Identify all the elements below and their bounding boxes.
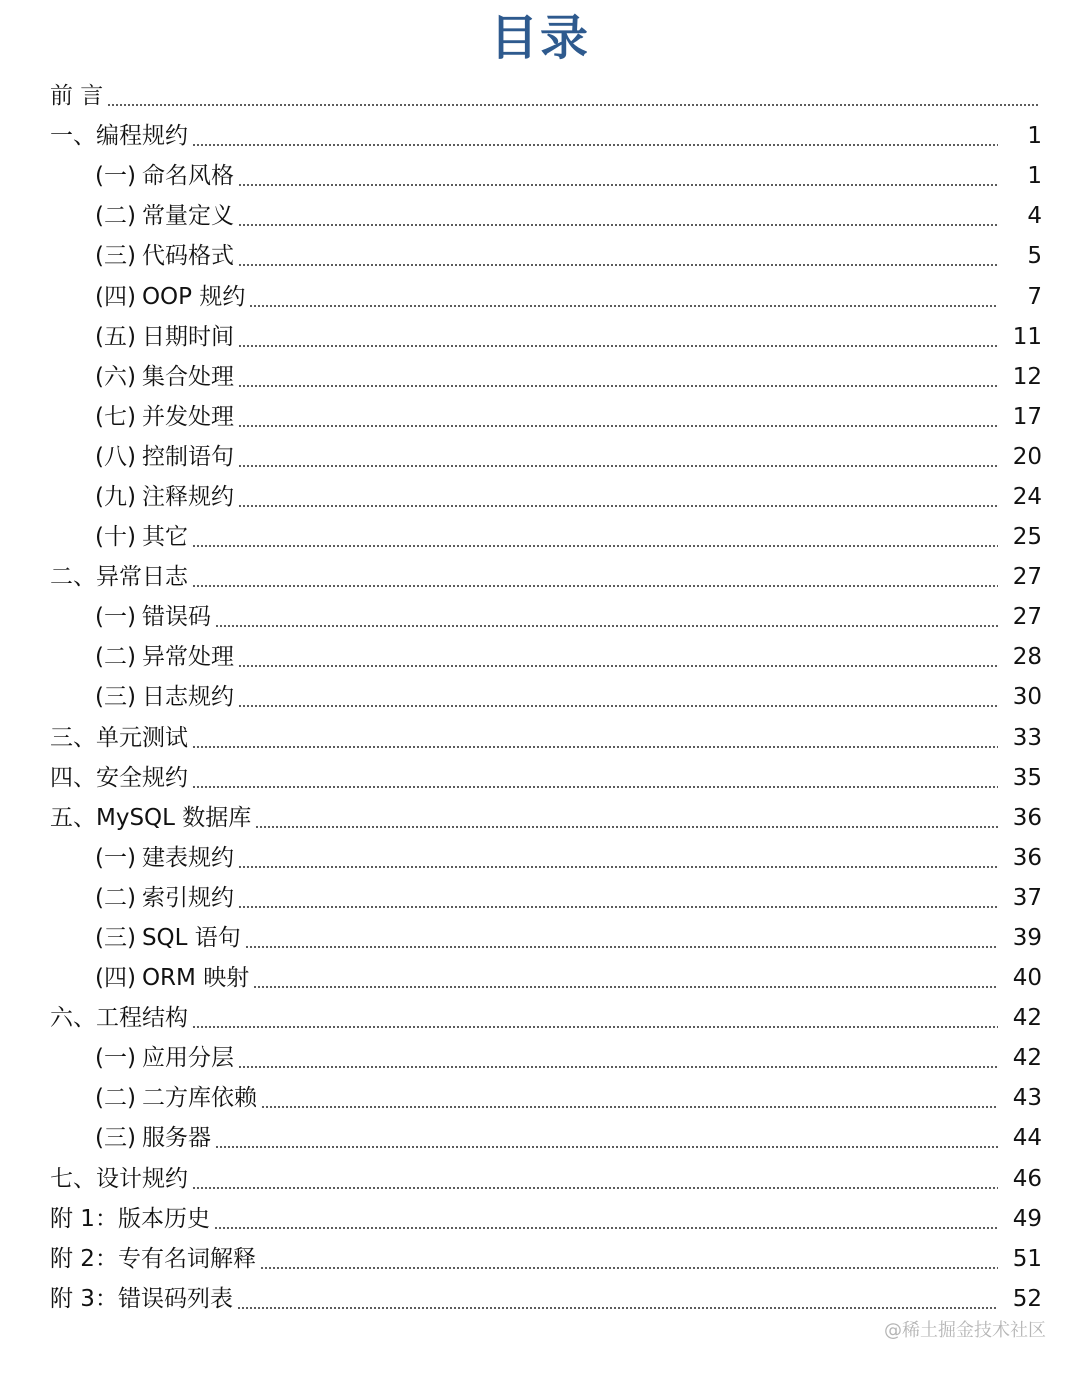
dot-leader <box>192 1026 998 1028</box>
toc-entry-label: 日期时间 <box>141 323 234 350</box>
toc-entry[interactable] <box>0 557 1080 597</box>
toc-entry-label: 异常处理 <box>141 644 234 671</box>
toc-entry-page-number: 12 <box>1012 363 1042 390</box>
toc-entry-label: 常量定义 <box>141 203 234 230</box>
toc-entry[interactable] <box>0 1279 1080 1319</box>
dot-leader <box>215 625 998 627</box>
dot-leader <box>238 345 998 347</box>
toc-entry-page-number: 20 <box>1012 443 1042 470</box>
toc-entry-label: 集合处理 <box>141 363 234 390</box>
dot-leader <box>238 264 998 266</box>
toc-entry[interactable] <box>0 116 1080 156</box>
toc-entry-number: (一) <box>95 604 136 631</box>
table-of-contents <box>0 76 1080 1319</box>
toc-entry[interactable] <box>0 1118 1080 1158</box>
toc-entry-label: 控制语句 <box>141 443 234 470</box>
toc-entry-number: (三) <box>95 243 136 270</box>
toc-entry-page-number: 36 <box>1012 804 1042 831</box>
toc-entry-page-number: 11 <box>1012 323 1042 350</box>
dot-leader <box>192 786 998 788</box>
toc-entry[interactable] <box>0 156 1080 196</box>
toc-entry-number: (二) <box>95 203 136 230</box>
toc-entry-label: 附 2：专有名词解释 <box>50 1245 256 1272</box>
toc-entry-number: (七) <box>95 403 136 430</box>
toc-entry-number: (六) <box>95 363 136 390</box>
toc-entry-label: 七、设计规约 <box>50 1165 188 1192</box>
dot-leader <box>253 986 998 988</box>
watermark: @稀土掘金技术社区 <box>884 1320 1046 1341</box>
toc-entry-label: 代码格式 <box>141 243 234 270</box>
toc-entry-page-number: 36 <box>1012 844 1042 871</box>
toc-entry-label: SQL 语句 <box>141 925 241 952</box>
dot-leader <box>192 746 998 748</box>
toc-entry[interactable] <box>0 677 1080 717</box>
toc-entry[interactable] <box>0 1078 1080 1118</box>
toc-entry[interactable] <box>0 718 1080 758</box>
dot-leader <box>192 545 998 547</box>
toc-entry-label: 五、MySQL 数据库 <box>50 804 252 831</box>
toc-entry[interactable] <box>0 477 1080 517</box>
toc-entry[interactable] <box>0 918 1080 958</box>
toc-entry-page-number: 51 <box>1012 1245 1042 1272</box>
toc-entry-page-number: 33 <box>1012 724 1042 751</box>
dot-leader <box>238 224 998 226</box>
toc-entry[interactable] <box>0 838 1080 878</box>
toc-entry-number: (九) <box>95 483 136 510</box>
toc-entry-page-number: 28 <box>1012 644 1042 671</box>
dot-leader <box>238 866 998 868</box>
dot-leader <box>238 705 998 707</box>
toc-entry[interactable] <box>0 798 1080 838</box>
toc-entry-label: 服务器 <box>141 1125 211 1152</box>
toc-entry-label: 六、工程结构 <box>50 1005 188 1032</box>
toc-entry-page-number: 42 <box>1012 1005 1042 1032</box>
dot-leader <box>245 946 998 948</box>
toc-entry-number: (一) <box>95 1045 136 1072</box>
toc-entry[interactable] <box>0 637 1080 677</box>
dot-leader <box>249 305 998 307</box>
dot-leader <box>238 665 998 667</box>
toc-entry-label: OOP 规约 <box>141 283 246 310</box>
toc-entry-number: (八) <box>95 443 136 470</box>
toc-entry[interactable] <box>0 276 1080 316</box>
dot-leader <box>215 1146 998 1148</box>
toc-entry-number: (五) <box>95 323 136 350</box>
toc-entry-number: (四) <box>95 283 136 310</box>
toc-entry[interactable] <box>0 236 1080 276</box>
toc-entry-label: 错误码 <box>141 604 211 631</box>
dot-leader <box>107 104 1038 106</box>
toc-entry[interactable] <box>0 517 1080 557</box>
toc-entry-label: 命名风格 <box>141 163 234 190</box>
toc-entry[interactable] <box>0 1239 1080 1279</box>
dot-leader <box>238 184 998 186</box>
toc-entry-page-number: 24 <box>1012 483 1042 510</box>
toc-entry[interactable] <box>0 397 1080 437</box>
toc-entry-number: (三) <box>95 1125 136 1152</box>
dot-leader <box>238 1066 998 1068</box>
toc-entry-page-number: 37 <box>1012 884 1042 911</box>
toc-entry-label: 一、编程规约 <box>50 123 188 150</box>
toc-entry-number: (十) <box>95 524 136 551</box>
toc-entry-number: (一) <box>95 844 136 871</box>
toc-entry[interactable] <box>0 1038 1080 1078</box>
toc-entry-page-number: 52 <box>1012 1285 1042 1312</box>
toc-entry-label: 附 1：版本历史 <box>50 1205 210 1232</box>
toc-entry-label: 附 3：错误码列表 <box>50 1285 233 1312</box>
toc-entry-page-number: 7 <box>1027 283 1042 310</box>
toc-entry-number: (二) <box>95 1085 136 1112</box>
dot-leader <box>238 505 998 507</box>
toc-entry[interactable] <box>0 597 1080 637</box>
toc-entry[interactable] <box>0 196 1080 236</box>
toc-entry[interactable] <box>0 357 1080 397</box>
toc-entry-page-number: 39 <box>1012 925 1042 952</box>
dot-leader <box>261 1106 998 1108</box>
toc-entry-number: (一) <box>95 163 136 190</box>
toc-entry-page-number: 5 <box>1027 243 1042 270</box>
toc-entry[interactable] <box>0 1159 1080 1199</box>
toc-entry-page-number: 49 <box>1012 1205 1042 1232</box>
toc-entry-number: (二) <box>95 884 136 911</box>
toc-entry[interactable] <box>0 76 1080 116</box>
dot-leader <box>238 906 998 908</box>
dot-leader <box>255 826 998 828</box>
toc-entry-label: 注释规约 <box>141 483 234 510</box>
toc-entry-number: (四) <box>95 965 136 992</box>
toc-entry-number: (二) <box>95 644 136 671</box>
toc-entry-page-number: 27 <box>1012 604 1042 631</box>
toc-entry-page-number: 1 <box>1027 123 1042 150</box>
toc-entry-page-number: 27 <box>1012 564 1042 591</box>
toc-entry-page-number: 42 <box>1012 1045 1042 1072</box>
dot-leader <box>238 465 998 467</box>
toc-entry-label: 二、异常日志 <box>50 564 188 591</box>
toc-entry-page-number: 30 <box>1012 684 1042 711</box>
toc-entry-page-number: 4 <box>1027 203 1042 230</box>
dot-leader <box>238 425 998 427</box>
toc-entry-page-number: 46 <box>1012 1165 1042 1192</box>
toc-entry-number: (三) <box>95 925 136 952</box>
toc-entry-label: 应用分层 <box>141 1045 234 1072</box>
toc-entry-label: ORM 映射 <box>141 965 250 992</box>
toc-entry[interactable] <box>0 758 1080 798</box>
toc-entry-page-number: 40 <box>1012 965 1042 992</box>
toc-entry[interactable] <box>0 958 1080 998</box>
toc-entry-label: 日志规约 <box>141 684 234 711</box>
dot-leader <box>192 585 998 587</box>
dot-leader <box>238 385 998 387</box>
dot-leader <box>214 1227 998 1229</box>
toc-entry-label: 前 言 <box>50 83 104 110</box>
toc-entry-label: 四、安全规约 <box>50 764 188 791</box>
toc-entry-page-number: 25 <box>1012 524 1042 551</box>
toc-entry-label: 其它 <box>141 524 188 551</box>
toc-entry-label: 三、单元测试 <box>50 724 188 751</box>
toc-entry[interactable] <box>0 998 1080 1038</box>
toc-entry[interactable] <box>0 437 1080 477</box>
dot-leader <box>237 1307 998 1309</box>
toc-entry[interactable] <box>0 317 1080 357</box>
dot-leader <box>192 1187 998 1189</box>
page-title: 目录 <box>489 10 590 66</box>
toc-entry-number: (三) <box>95 684 136 711</box>
toc-entry-label: 建表规约 <box>141 844 234 871</box>
toc-entry-page-number: 44 <box>1012 1125 1042 1152</box>
toc-entry-page-number: 17 <box>1012 403 1042 430</box>
toc-entry-page-number: 35 <box>1012 764 1042 791</box>
toc-entry-label: 索引规约 <box>141 884 234 911</box>
toc-entry[interactable] <box>0 1199 1080 1239</box>
toc-entry-label: 并发处理 <box>141 403 234 430</box>
toc-entry-page-number: 43 <box>1012 1085 1042 1112</box>
dot-leader <box>260 1267 998 1269</box>
toc-entry[interactable] <box>0 878 1080 918</box>
dot-leader <box>192 144 998 146</box>
toc-entry-page-number: 1 <box>1027 163 1042 190</box>
toc-entry-label: 二方库依赖 <box>141 1085 257 1112</box>
